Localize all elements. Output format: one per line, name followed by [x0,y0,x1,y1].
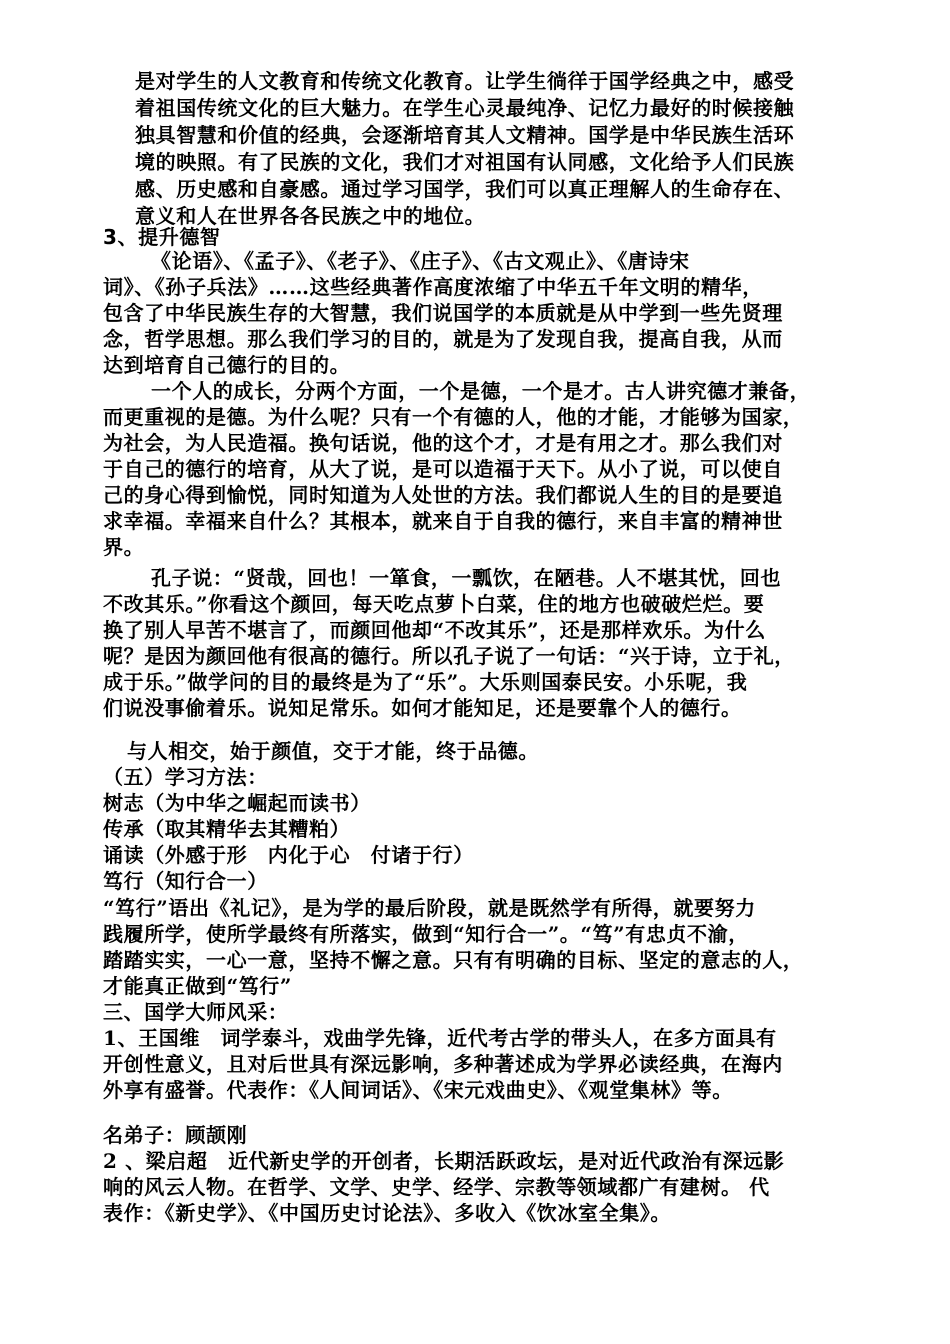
list-item: 传承（取其精华去其糟粕） [103,817,351,841]
paragraph-line: 孔子说：“贤哉，回也！一箪食，一瓢饮，在陋巷。人不堪其忧，回也 [151,566,782,590]
intro-line: 着祖国传统文化的巨大魅力。在学生心灵最纯净、记忆力最好的时候接触 [135,96,795,120]
paragraph-line: 1、王国维 词学泰斗，戏曲学先锋，近代考古学的带头人，在多方面具有 [103,1026,777,1050]
paragraph-line: 表作：《新史学》、《中国历史讨论法》、多收入《饮冰室全集》。 [103,1201,671,1225]
paragraph-line: 为社会，为人民造福。换句话说，他的这个才，才是有用之才。那么我们对 [103,431,783,455]
paragraph-line: 一个人的成长，分两个方面，一个是德，一个是才。古人讲究德才兼备， [151,379,811,403]
paragraph-line: 开创性意义，且对后世具有深远影响，多种著述成为学界必读经典，在海内 [103,1052,783,1076]
section-heading: （五）学习方法： [103,765,268,789]
list-item: 诵读（外感于形 内化于心 付诸于行） [103,843,474,867]
paragraph-line: 不改其乐。”你看这个颜回，每天吃点萝卜白菜，住的地方也破破烂烂。要 [103,592,765,616]
paragraph-line: 于自己的德行的培育，从大了说，是可以造福于天下。从小了说，可以使自 [103,457,783,481]
paragraph-line: 包含了中华民族生存的大智慧，我们说国学的本质就是从中学到一些先贤理 [103,301,783,325]
list-item: 树志（为中华之崛起而读书） [103,791,371,815]
section-heading: 3、提升德智 [103,225,221,249]
paragraph-line: 践履所学，使所学最终有所落实，做到“知行合一”。“笃”有忠贞不渝， [103,922,749,946]
paragraph-line: 己的身心得到愉悦，同时知道为人处世的方法。我们都说人生的目的是要追 [103,483,783,507]
paragraph-line: 词》、《孙子兵法》……这些经典著作高度浓缩了中华五千年文明的精华， [103,275,763,299]
paragraph-line: 们说没事偷着乐。说知足常乐。如何才能知足，还是要靠个人的德行。 [103,696,742,720]
paragraph-line: 响的风云人物。在哲学、文学、史学、经学、宗教等领域都广有建树。 代 [103,1175,770,1199]
intro-line: 感、历史感和自豪感。通过学习国学，我们可以真正理解人的生命存在、 [135,177,795,201]
paragraph-line: 换了别人早苦不堪言了，而颜回他却“不改其乐”，还是那样欢乐。为什么 [103,618,766,642]
paragraph-line: 外享有盛誉。代表作：《人间词话》、《宋元戏曲史》、《观堂集林》等。 [103,1078,733,1102]
intro-line: 境的映照。有了民族的文化，我们才对祖国有认同感，文化给予人们民族 [135,150,795,174]
paragraph-line: 才能真正做到“笃行” [103,974,293,998]
intro-line: 是对学生的人文教育和传统文化教育。让学生徜徉于国学经典之中，感受 [135,69,795,93]
paragraph-line: 踏踏实实，一心一意，坚持不懈之意。只有有明确的目标、坚定的意志的人， [103,948,804,972]
section-heading: 三、国学大师风采： [103,1000,289,1024]
paragraph-line: 念，哲学思想。那么我们学习的目的，就是为了发现自我，提高自我，从而 [103,327,783,351]
paragraph-line: 成于乐。”做学问的目的最终是为了“乐”。大乐则国泰民安。小乐呢，我 [103,670,748,694]
paragraph-line: 而更重视的是德。为什么呢？只有一个有德的人，他的才能，才能够为国家， [103,405,804,429]
quote-line: 与人相交，始于颜值，交于才能，终于品德。 [127,739,539,763]
paragraph-line: “笃行”语出《礼记》，是为学的最后阶段，就是既然学有所得，就要努力 [103,896,756,920]
paragraph-line: 2 、梁启超 近代新史学的开创者，长期活跃政坛，是对近代政治有深远影 [103,1149,785,1173]
list-item: 笃行（知行合一） [103,869,268,893]
paragraph-line: 呢？是因为颜回他有很高的德行。所以孔子说了一句话：“兴于诗，立于礼， [103,644,795,668]
disciple-line: 名弟子：顾颉刚 [103,1123,248,1147]
intro-line: 独具智慧和价值的经典，会逐渐培育其人文精神。国学是中华民族生活环 [135,123,795,147]
paragraph-line: 达到培育自己德行的目的。 [103,353,351,377]
paragraph-line: 界。 [103,535,145,559]
paragraph-line: 求幸福。幸福来自什么？其根本，就来自于自我的德行，来自丰富的精神世 [103,509,783,533]
paragraph-line: 《论语》、《孟子》、《老子》、《庄子》、《古文观止》、《唐诗宋 [151,249,690,273]
intro-line: 意义和人在世界各各民族之中的地位。 [135,204,486,228]
